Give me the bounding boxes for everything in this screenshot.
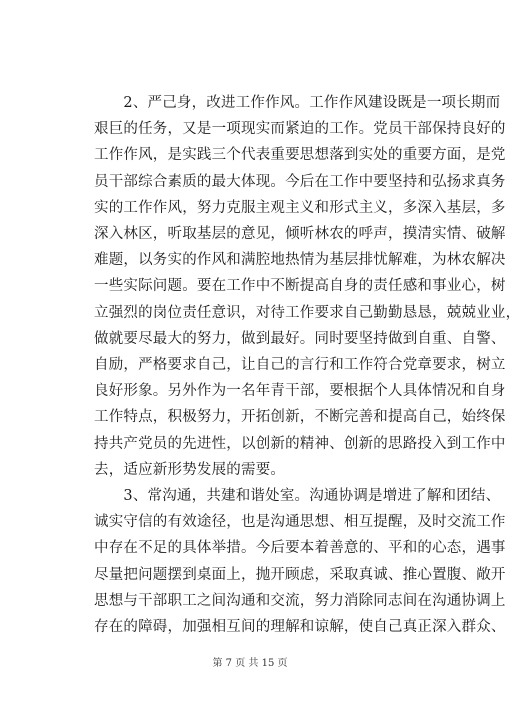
text-line: 尽量把问题摆到桌面上，抛开顾虑，采取真诚、推心置腹、敞开 bbox=[94, 566, 506, 583]
page-number-footer: 第 7 页 共 15 页 bbox=[212, 658, 288, 669]
text-line: 中存在不足的具体举措。今后要本着善意的、平和的心态，遇事 bbox=[94, 540, 506, 557]
text-line: 去，适应新形势发展的需要。 bbox=[94, 461, 286, 478]
text-line: 一些实际问题。要在工作中不断提高自身的责任感和事业心，树 bbox=[94, 278, 506, 295]
paragraph-communication bbox=[94, 483, 506, 640]
text-line: 艰巨的任务，又是一项现实而紧迫的工作。党员干部保持良好的 bbox=[94, 121, 506, 138]
text-line: 2、严己身，改进工作作风。工作作风建设既是一项长期而 bbox=[94, 95, 501, 111]
text-line: 持共产党员的先进性，以创新的精神、创新的思路投入到工作中 bbox=[94, 435, 506, 452]
text-line: 思想与干部职工之间沟通和交流，努力消除同志间在沟通协调上 bbox=[94, 592, 506, 609]
text-line: 难题，以务实的作风和满腔地热情为基层排忧解难，为林农解决 bbox=[94, 252, 506, 269]
text-line: 诚实守信的有效途径，也是沟通思想、相互提醒，及时交流工作 bbox=[94, 514, 506, 531]
text-line: 存在的障碍，加强相互间的理解和谅解，使自己真正深入群众、 bbox=[94, 619, 506, 636]
text-line: 工作作风，是实践三个代表重要思想落到实处的重要方面，是党 bbox=[94, 147, 506, 164]
text-line: 工作特点，积极努力，开拓创新，不断完善和提高自己，始终保 bbox=[94, 409, 506, 426]
text-line: 深入林区，听取基层的意见，倾听林农的呼声，摸清实情、破解 bbox=[94, 226, 506, 243]
paragraph-work-style bbox=[94, 90, 520, 483]
text-line: 实的工作作风，努力克服主观主义和形式主义，多深入基层，多 bbox=[94, 199, 506, 216]
document-body bbox=[94, 90, 520, 640]
text-line: 良好形象。另外作为一名年青干部，要根据个人具体情况和自身 bbox=[94, 383, 506, 400]
text-line: 做就要尽最大的努力，做到最好。同时要坚持做到自重、自警、 bbox=[94, 330, 506, 347]
text-line: 自励，严格要求自己，让自己的言行和工作符合党章要求，树立 bbox=[94, 357, 506, 374]
text-line: 员干部综合素质的最大体现。今后在工作中要坚持和弘扬求真务 bbox=[94, 173, 506, 190]
text-line: 立强烈的岗位责任意识，对待工作要求自己勤勤恳恳，兢兢业业， bbox=[94, 304, 520, 321]
text-line: 3、常沟通，共建和谐处室。沟通协调是增进了解和团结、 bbox=[94, 488, 501, 505]
